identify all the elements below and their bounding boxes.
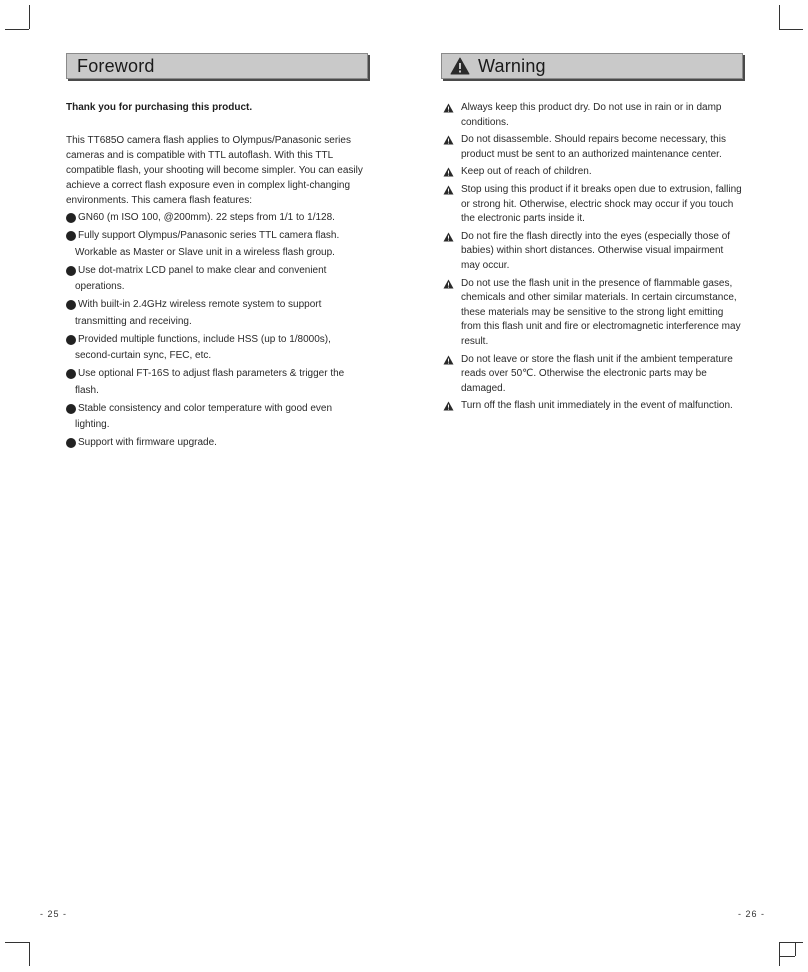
crop-mark: [5, 29, 29, 30]
warning-item: Do not disassemble. Should repairs become necessary, this product must be sent to an authorized maintenance center.: [441, 133, 743, 162]
crop-mark: [795, 942, 796, 956]
warning-title: Warning: [478, 55, 546, 76]
crop-mark: [779, 5, 780, 29]
bullet-dot-icon: [66, 300, 76, 310]
feature-item: Fully support Olympus/Panasonic series TTL camera flash. Workable as Master or Slave unit in a wireless flash group.: [66, 228, 368, 261]
feature-list: [66, 210, 368, 452]
crop-mark: [779, 942, 780, 966]
feature-item: Provided multiple functions, include HSS (up to 1/8000s), second-curtain sync, FEC, etc.: [66, 332, 368, 365]
feature-item: GN60 (m ISO 100, @200mm). 22 steps from 1/1 to 1/128.: [66, 210, 368, 227]
warning-triangle-icon: [450, 57, 470, 75]
warning-item: Do not fire the flash directly into the eyes (especially those of babies) within short distances. Otherwise visual impairment may occur.: [441, 230, 743, 274]
warning-triangle-icon: [443, 401, 454, 411]
page-number-left: - 25 -: [40, 909, 68, 919]
feature-item: Stable consistency and color temperature with good even lighting.: [66, 401, 368, 434]
warning-item: Do not use the flash unit in the presence of flammable gases, chemicals and other similar materials. In certain circumstance, these materials may be sensitive to the strong light emitting from this flash unit and fire or electromagnetic interference may result.: [441, 277, 743, 350]
feature-item: With built-in 2.4GHz wireless remote system to support transmitting and receiving.: [66, 297, 368, 330]
warning-item: Turn off the flash unit immediately in the event of malfunction.: [441, 399, 743, 414]
warning-triangle-icon: [443, 167, 454, 177]
warning-triangle-icon: [443, 232, 454, 242]
crop-mark: [29, 5, 30, 29]
bullet-dot-icon: [66, 335, 76, 345]
bullet-dot-icon: [66, 213, 76, 223]
feature-item: Use optional FT-16S to adjust flash parameters & trigger the flash.: [66, 366, 368, 399]
bullet-dot-icon: [66, 369, 76, 379]
thank-you-line: Thank you for purchasing this product.: [66, 102, 253, 113]
warning-item: Always keep this product dry. Do not use in rain or in damp conditions.: [441, 101, 743, 130]
warning-triangle-icon: [443, 355, 454, 365]
feature-item: Support with firmware upgrade.: [66, 435, 368, 452]
foreword-column: [66, 53, 368, 453]
warning-item: Stop using this product if it breaks open due to extrusion, falling or strong hit. Otherwise, electric shock may occur if you touch the electronic parts inside it.: [441, 183, 743, 227]
bullet-dot-icon: [66, 231, 76, 241]
feature-item: Use dot-matrix LCD panel to make clear and convenient operations.: [66, 263, 368, 296]
page-number-right: - 26 -: [738, 909, 766, 919]
warning-column: [441, 53, 743, 417]
crop-mark: [29, 942, 30, 966]
bullet-dot-icon: [66, 438, 76, 448]
foreword-header: [66, 53, 368, 79]
bullet-dot-icon: [66, 266, 76, 276]
warning-header: [441, 53, 743, 79]
crop-mark: [779, 29, 803, 30]
warning-triangle-icon: [443, 185, 454, 195]
crop-mark: [5, 942, 29, 943]
crop-mark: [779, 956, 795, 957]
crop-mark: [779, 942, 803, 943]
warning-item: Keep out of reach of children.: [441, 165, 743, 180]
bullet-dot-icon: [66, 404, 76, 414]
warning-list: [441, 101, 743, 414]
warning-triangle-icon: [443, 279, 454, 289]
foreword-title: Foreword: [77, 55, 155, 76]
intro-paragraph: This TT685O camera flash applies to Olympus/Panasonic series cameras and is compatible with TTL autoflash. With this TTL compatible flash, your shooting will become simpler. You can easily achieve a correct flash exposure even in complex light-changing environments. This camera flash features:: [66, 135, 363, 206]
warning-triangle-icon: [443, 103, 454, 113]
warning-item: Do not leave or store the flash unit if the ambient temperature reads over 50℃. Otherwise the electronic parts may be damaged.: [441, 353, 743, 397]
warning-triangle-icon: [443, 135, 454, 145]
